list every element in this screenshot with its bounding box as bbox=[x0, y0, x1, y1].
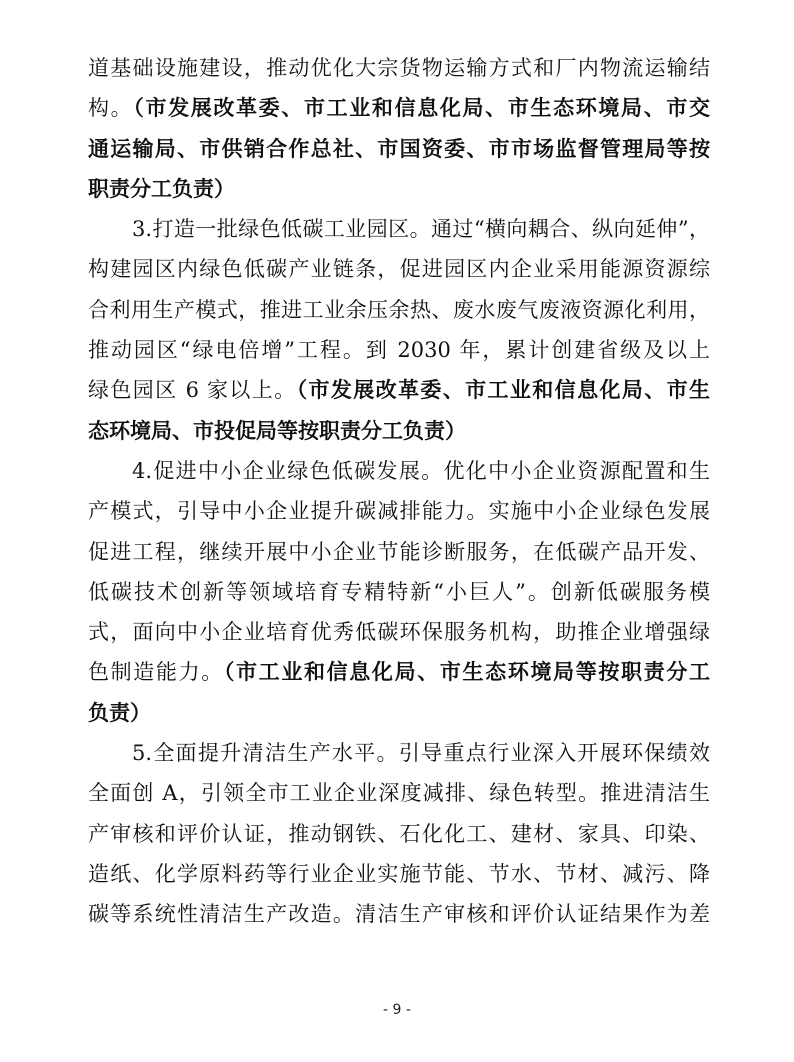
responsibility-note: （市工业和信息化局、市生态环境局等按职责分工 bbox=[223, 659, 710, 685]
line-text: 道基础设施建设，推动优化大宗货物运输方式和厂内物流运输结 bbox=[88, 56, 710, 80]
text-line bbox=[88, 290, 710, 330]
paragraph-heading-line bbox=[88, 209, 710, 249]
responsibility-note: 态环境局、市投促局等按职责分工负责） bbox=[88, 417, 466, 443]
text-line bbox=[88, 129, 710, 169]
line-text: 式，面向中小企业培育优秀低碳环保服务机构，助推企业增强绿 bbox=[88, 620, 710, 645]
line-text: 推动园区“绿电倍增”工程。到 2030 年，累计创建省级及以上 bbox=[88, 338, 710, 363]
text-line bbox=[88, 652, 710, 692]
line-text: 5.全面提升清洁生产水平。引导重点行业深入开展环保绩效 bbox=[132, 741, 710, 766]
responsibility-note: 职责分工负责） bbox=[88, 175, 235, 201]
line-text: 低碳技术创新等领域培育专精特新“小巨人”。创新低碳服务模 bbox=[88, 579, 710, 604]
line-text: 色制造能力。 bbox=[88, 660, 224, 685]
text-line bbox=[88, 894, 710, 934]
line-text: 造纸、化学原料药等行业企业实施节能、节水、节材、减污、降 bbox=[88, 861, 710, 886]
responsibility-note: 通运输局、市供销合作总社、市国资委、市市场监督管理局等按 bbox=[88, 135, 710, 161]
paragraph-heading-line bbox=[88, 451, 710, 491]
line-text: 产审核和评价认证，推动钢铁、石化化工、建材、家具、印染、 bbox=[88, 821, 710, 846]
text-line bbox=[88, 612, 710, 652]
responsibility-note: （市发展改革委、市工业和信息化局、市生 bbox=[296, 377, 710, 403]
text-line bbox=[88, 330, 710, 370]
responsibility-note: （市发展改革委、市工业和信息化局、市生态环境局、市交 bbox=[133, 95, 710, 121]
text-line bbox=[88, 572, 710, 612]
page-number: - 9 - bbox=[383, 1002, 411, 1018]
text-line bbox=[88, 169, 710, 209]
line-text: 全面创 A，引领全市工业企业深度减排、绿色转型。推进清洁生 bbox=[88, 781, 710, 806]
text-line bbox=[88, 814, 710, 854]
line-text: 构。 bbox=[88, 96, 134, 121]
text-line bbox=[88, 88, 710, 128]
text-line bbox=[88, 370, 710, 410]
text-line bbox=[88, 532, 710, 572]
line-text: 促进工程，继续开展中小企业节能诊断服务，在低碳产品开发、 bbox=[88, 539, 710, 564]
line-text: 产模式，引导中小企业提升碳减排能力。实施中小企业绿色发展 bbox=[88, 499, 710, 524]
paragraph-heading-line bbox=[88, 733, 710, 773]
responsibility-note: 负责） bbox=[88, 699, 151, 725]
text-line bbox=[88, 693, 710, 733]
text-line bbox=[88, 48, 710, 88]
text-line bbox=[88, 249, 710, 289]
line-text: 4.促进中小企业绿色低碳发展。优化中小企业资源配置和生 bbox=[132, 458, 710, 483]
line-text: 构建园区内绿色低碳产业链条，促进园区内企业采用能源资源综 bbox=[88, 257, 710, 282]
text-line bbox=[88, 411, 710, 451]
line-text: 绿色园区 6 家以上。 bbox=[88, 378, 297, 403]
line-text: 3.打造一批绿色低碳工业园区。通过“横向耦合、纵向延伸”， bbox=[132, 217, 710, 242]
text-line bbox=[88, 854, 710, 894]
line-text: 合利用生产模式，推进工业余压余热、废水废气废液资源化利用， bbox=[88, 297, 710, 322]
text-line bbox=[88, 491, 710, 531]
text-line bbox=[88, 773, 710, 813]
line-text: 碳等系统性清洁生产改造。清洁生产审核和评价认证结果作为差 bbox=[88, 902, 710, 927]
document-body bbox=[88, 48, 710, 935]
